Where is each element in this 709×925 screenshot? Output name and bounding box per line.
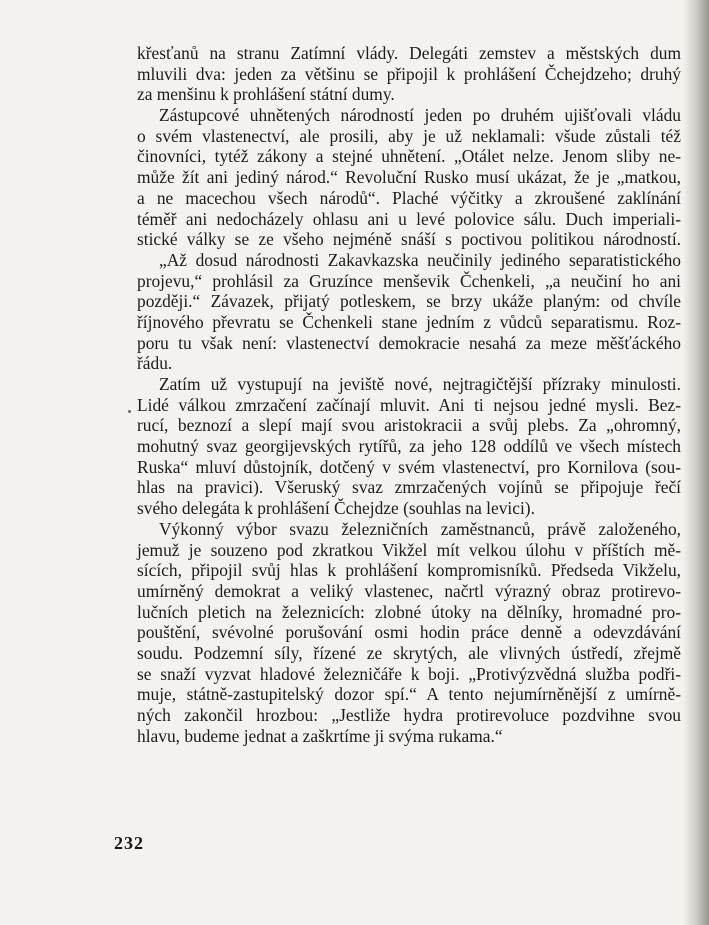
page-number: 232: [114, 833, 144, 853]
text-line: později.“ Závazek, přijatý potleskem, se brzy ukáže planým: od chvíle: [137, 291, 681, 312]
text-line: svého delegáta k prohlášení Čchejdze (souhlas na levici).: [137, 498, 535, 519]
text-line: hlavu, budeme jednat a zaškrtíme ji svýma rukama.“: [137, 725, 503, 746]
text-line: řádu.: [137, 353, 173, 374]
print-speck: [128, 410, 131, 413]
text-line: poru tu však není: vlastenectví demokracie nesahá za meze měšťáckého: [137, 332, 681, 353]
text-line: muje, státně-zastupitelský dozor spí.“ A tento nejumírněnější z umírně-: [137, 684, 681, 705]
text-line: může žít ani jediný národ.“ Revoluční Rusko musí ukázat, že je „matkou,: [137, 167, 681, 188]
text-line: umírněný demokrat a veliký vlastenec, načrtl výrazný obraz protirevo-: [137, 580, 681, 601]
text-line: Výkonný výbor svazu železničních zaměstnanců, právě založeného,: [159, 518, 681, 539]
text-line: o svém vlastenectví, ale prosili, aby je už neklamali: všude zůstali též: [137, 125, 681, 146]
paragraph: [137, 43, 681, 105]
text-line: rucí, beznozí a slepí mají svou aristokracii a svůj plebs. Za „ohromný,: [137, 415, 681, 436]
text-line: činovníci, tytéž zákony a stejné uhnětení. „Otálet nelze. Jenom sliby ne-: [137, 146, 681, 167]
text-line: se snaží vyzvat hladové železničáře k boji. „Protivýzvědná služba podři-: [137, 663, 681, 684]
paragraph: [137, 374, 681, 519]
text-line: sících, připojil svůj hlas k prohlášení kompromisníků. Předseda Vikželu,: [137, 560, 681, 581]
text-line: mluvili dva: jeden za většinu se připojil k prohlášení Čchejdzeho; druhý: [137, 63, 681, 84]
text-line: hlas na pravici). Všeruský svaz zmrzačených vojínů se připojuje řečí: [137, 477, 681, 498]
book-page-text: [137, 43, 681, 746]
text-line: ných zakončil hrozbou: „Jestliže hydra protirevoluce pozdvihne svou: [137, 705, 681, 725]
text-line: lučních pletich na železnicích: zlobné útoky na dělníky, hromadné pro-: [137, 601, 681, 622]
paragraph: [137, 250, 681, 374]
text-line: křesťanů na stranu Zatímní vlády. Delegáti zemstev a městských dum: [137, 43, 681, 63]
text-line: Ruska“ mluví důstojník, dotčený v svém vlastenectví, pro Kornilova (sou-: [137, 456, 681, 477]
text-line: mohutný svaz georgijevských rytířů, za jeho 128 oddílů ve všech místech: [137, 436, 681, 457]
paragraph: [137, 519, 681, 747]
text-line: jemuž je souzeno pod zkratkou Vikžel mít velkou úlohu v příštích mě-: [137, 539, 681, 560]
text-line: za menšinu k prohlášení státní dumy.: [137, 84, 395, 105]
text-line: pouštění, svévolné porušování osmi hodin práce denně a odevzdávání: [137, 622, 681, 643]
text-line: říjnového převratu se Čchenkeli stane jedním z vůdců separatismu. Roz-: [137, 311, 681, 332]
text-line: Zástupcové uhnětených národností jeden po druhém ujišťovali vládu: [159, 105, 681, 126]
text-line: „Až dosud národnosti Zakavkazska neučinily jediného separatistického: [159, 249, 681, 270]
text-line: soudu. Podzemní síly, řízené ze skrytých, ale vlivných ústředí, zřejmě: [137, 642, 681, 663]
text-line: Lidé válkou zmrzačení začínají mluvit. Ani ti nejsou jedné mysli. Bez-: [137, 394, 681, 415]
page-edge-shadow: [683, 0, 709, 925]
text-line: Zatím už vystupují na jeviště nové, nejtragičtější přízraky minulosti.: [159, 374, 681, 394]
text-line: stické války se ze všeho nejméně snáší s poctivou politikou národností.: [137, 229, 681, 250]
text-line: projevu,“ prohlásil za Gruzínce menševik Čchenkeli, „a neučiní ho ani: [137, 270, 681, 291]
paragraph: [137, 105, 681, 250]
text-line: a ne macechou všech národů“. Plaché výčitky a zkroušené zaklínání: [137, 187, 681, 208]
text-line: téměř ani nedocházely ohlasu ani u levé polovice sálu. Duch imperiali-: [137, 208, 681, 229]
